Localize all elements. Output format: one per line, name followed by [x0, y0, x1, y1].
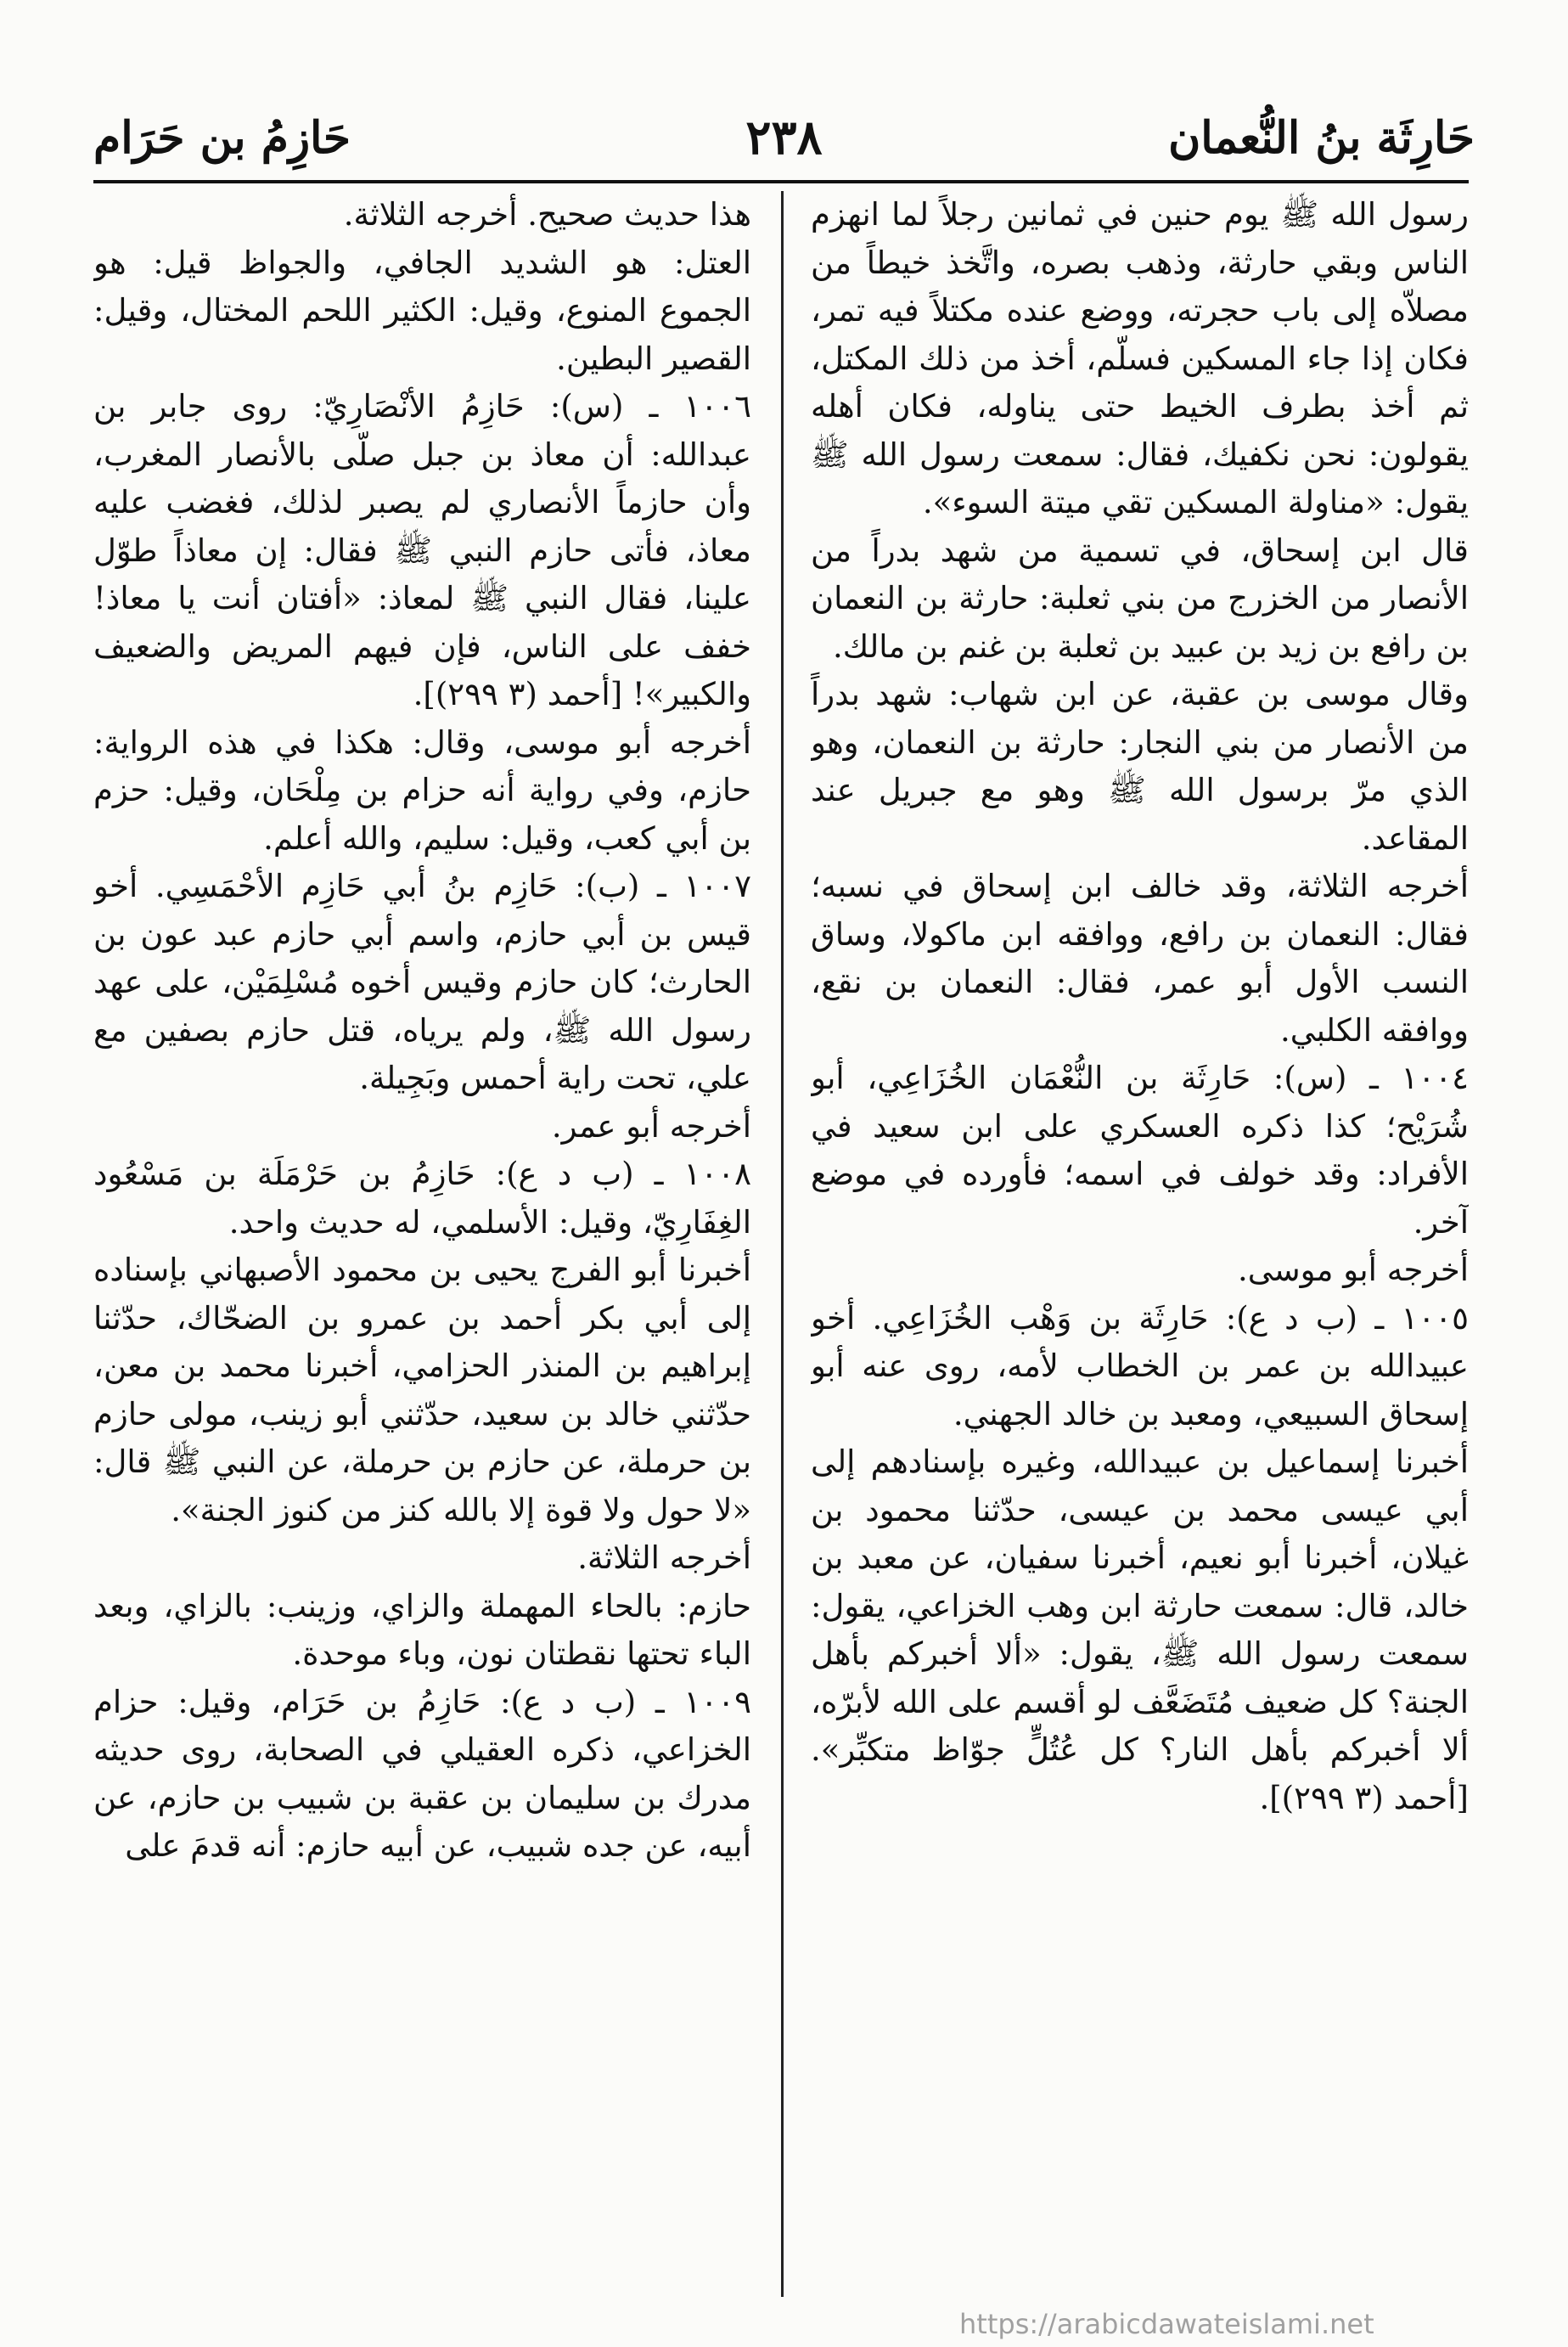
- paragraph: قال ابن إسحاق، في تسمية من شهد بدراً من الأنصار من الخزرج من بني ثعلبة: حارثة بن النعمان بن رافع بن زيد بن عبيد بن ثعلبة بن غنم بن مالك.: [811, 532, 1469, 665]
- entry-1004: ١٠٠٤ ـ (س): حَارِثَة بن النُّعْمَان الخُزَاعِي، أبو شُرَيْح؛ كذا ذكره العسكري على ابن سعيد في الأفراد: وقد خولف في اسمه؛ فأورده في موضع آخر.: [811, 1060, 1469, 1241]
- paragraph: أخرجه الثلاثة، وقد خالف ابن إسحاق في نسبه؛ فقال: النعمان بن رافع، ووافقه ابن ماكولا، وساق النسب الأول أبو عمر، فقال: النعمان بن نقع، ووافقه الكلبي.: [811, 868, 1469, 1049]
- entry-1005: ١٠٠٥ ـ (ب د ع): حَارِثَة بن وَهْب الخُزَاعِي. أخو عبيدالله بن عمر بن الخطاب لأمه، روى عنه أبو إسحاق السبيعي، ومعبد بن خالد الجهني.: [811, 1299, 1469, 1432]
- paragraph: أخرجه أبو موسى.: [1237, 1252, 1469, 1288]
- column-divider: [781, 191, 784, 2297]
- paragraph: العتل: هو الشديد الجافي، والجواظ قيل: هو الجموع المنوع، وقيل: الكثير اللحم المختال، وقيل: القصير البطين.: [93, 244, 751, 377]
- watermark-url: https://arabicdawateislami.net: [959, 2308, 1374, 2340]
- paragraph: أخبرنا أبو الفرج يحيى بن محمود الأصبهاني بإسناده إلى أبي بكر أحمد بن عمرو بن الضحّاك، حدّثنا إبراهيم بن المنذر الحزامي، أخبرنا محمد بن معن، حدّثني خالد بن سعيد، حدّثني أبو زينب، مولى حازم بن حرملة، عن حازم بن حرملة، عن النبي ﷺ قال: «لا حول ولا قوة إلا بالله كنز من كنوز الجنة».: [93, 1252, 751, 1528]
- running-head-right: حَارِثَة بنُ النُّعمان: [1168, 112, 1475, 164]
- paragraph: أخبرنا إسماعيل بن عبيدالله، وغيره بإسنادهم إلى أبي عيسى محمد بن عيسى، حدّثنا محمود بن غيلان، أخبرنا أبو نعيم، أخبرنا سفيان، عن معبد بن خالد، قال: سمعت حارثة ابن وهب الخزاعي، يقول: سمعت رسول الله ﷺ، يقول: «ألا أخبركم بأهل الجنة؟ كل ضعيف مُتَضَعَّف لو أقسم على الله لأبرّه، ألا أخبركم بأهل النار؟ كل عُتُلٍّ جوّاظ متكبِّر». [أحمد (٣ ٢٩٩)].: [811, 1444, 1469, 1816]
- entry-1008: ١٠٠٨ ـ (ب د ع): حَازِمُ بن حَرْمَلَة بن مَسْعُود الغِفَارِيّ، وقيل: الأسلمي، له حديث واحد.: [93, 1156, 751, 1241]
- paragraph: أخرجه أبو عمر.: [551, 1107, 751, 1145]
- paragraph: وقال موسى بن عقبة، عن ابن شهاب: شهد بدراً من الأنصار من بني النجار: حارثة بن النعمان، وهو الذي مرّ برسول الله ﷺ وهو مع جبريل عند المقاعد.: [811, 676, 1469, 857]
- header-rule: [93, 180, 1469, 183]
- running-head-left: حَازِمُ بن حَرَام: [93, 112, 351, 164]
- page-number: ٢٣٨: [745, 110, 823, 166]
- entry-1007: ١٠٠٧ ـ (ب): حَازِم بنُ أبي حَازِم الأحْمَسِي. أخو قيس بن أبي حازم، واسم أبي حازم عبد عون بن الحارث؛ كان حازم وقيس أخوه مُسْلِمَيْن، على عهد رسول الله ﷺ، ولم يرياه، قتل حازم بصفين مع علي، تحت راية أحمس وبَجِيلة.: [93, 868, 751, 1096]
- paragraph: أخرجه أبو موسى، وقال: هكذا في هذه الرواية: حازم، وفي رواية أنه حزام بن مِلْحَان، وقيل: حزم بن أبي كعب، وقيل: سليم، والله أعلم.: [93, 723, 751, 857]
- right-column: [811, 191, 1469, 2305]
- entry-1006: ١٠٠٦ ـ (س): حَازِمُ الأنْصَارِيّ: روى جابر بن عبدالله: أن معاذ بن جبل صلّى بالأنصار المغرب، وأن حازماً الأنصاري لم يصبر لذلك، فغضب عليه معاذ، فأتى حازم النبي ﷺ فقال: إن معاذاً طوّل علينا، فقال النبي ﷺ لمعاذ: «أفتان أنت يا معاذ! خفف على الناس، فإن فيهم المريض والضعيف والكبير»! [أحمد (٣ ٢٩٩)].: [93, 388, 751, 712]
- paragraph: أخرجه الثلاثة.: [577, 1539, 751, 1576]
- paragraph: هذا حديث صحيح. أخرجه الثلاثة.: [343, 196, 751, 233]
- paragraph: حازم: بالحاء المهملة والزاي، وزينب: بالزاي، وبعد الباء تحتها نقطتان نون، وباء موحدة.: [93, 1587, 751, 1672]
- entry-1009: ١٠٠٩ ـ (ب د ع): حَازِمُ بن حَرَام، وقيل: حزام الخزاعي، ذكره العقيلي في الصحابة، روى حديثه مدرك بن سليمان بن عقبة بن شبيب بن حازم، عن أبيه، عن جده شبيب، عن أبيه حازم: أنه قدمَ على: [93, 1683, 751, 1864]
- left-column: [93, 191, 751, 2305]
- paragraph: رسول الله ﷺ يوم حنين في ثمانين رجلاً لما انهزم الناس وبقي حارثة، وذهب بصره، واتَّخذ خيطاً من مصلاّه إلى باب حجرته، ووضع عنده مكتلاً فيه تمر، فكان إذا جاء المسكين فسلّم، أخذ من ذلك المكتل، ثم أخذ بطرف الخيط حتى يناوله، فكان أهله يقولون: نحن نكفيك، فقال: سمعت رسول الله ﷺ يقول: «مناولة المسكين تقي ميتة السوء».: [811, 196, 1469, 521]
